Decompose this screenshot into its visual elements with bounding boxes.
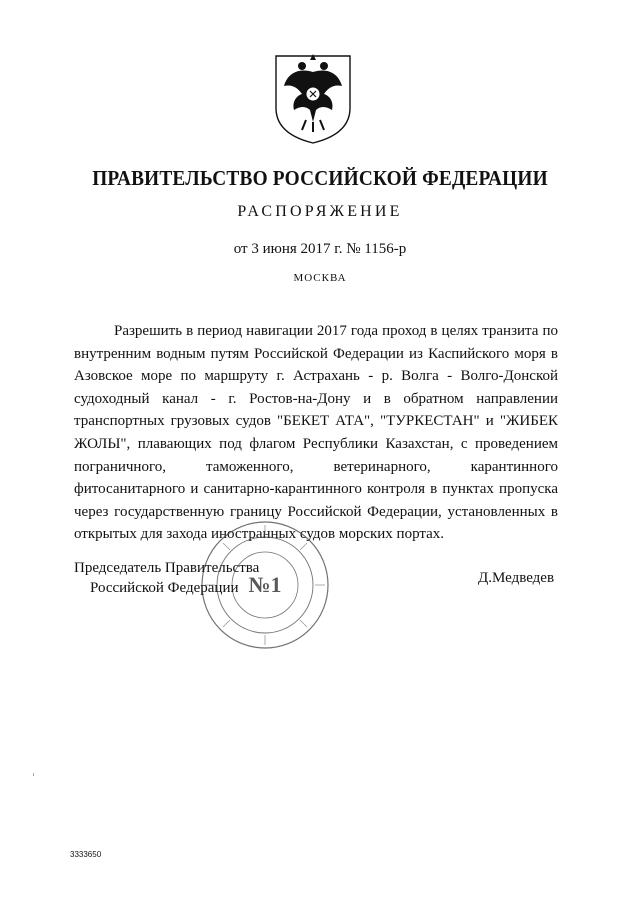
- signatory-position-line1: Председатель Правительства: [74, 560, 260, 576]
- russian-coat-of-arms-icon: [272, 50, 354, 146]
- signatory-position-line2: Российской Федерации: [90, 580, 239, 596]
- document-type: РАСПОРЯЖЕНИЕ: [237, 203, 403, 220]
- signatory-position: [74, 558, 259, 598]
- document-city: МОСКВА: [293, 272, 347, 284]
- scan-mark: [33, 773, 34, 776]
- signatory-name: Д.Медведев: [478, 570, 555, 586]
- footer-code: 3333650: [70, 850, 102, 859]
- order-text: [74, 320, 558, 546]
- order-paragraph: Разрешить в период навигации 2017 года проход в целях транзита по внутренним водным путям Российской Федерации из Каспийского моря в Азовское море по маршруту г. Астрахань - р. Волга - Волго-Донской судоходный канал - г. Ростов-на-Дону и в обратном направлении транспортных грузовых судов "БЕКЕТ АТА", "ТУРКЕСТАН" и "ЖИБЕК ЖОЛЫ", плавающих под флагом Республики Казахстан, с проведением пограничного, таможенного, ветеринарного, карантинного фитосанитарного и санитарно-карантинного контроля в пунктах пропуска через государственную границу Российской Федерации, установленных в открытых для захода иностранных судов морских портах.: [74, 323, 558, 543]
- seal-number: №1: [248, 572, 282, 597]
- document-date-number: от 3 июня 2017 г. № 1156-р: [233, 241, 407, 257]
- organization-title: ПРАВИТЕЛЬСТВО РОССИЙСКОЙ ФЕДЕРАЦИИ: [92, 166, 548, 190]
